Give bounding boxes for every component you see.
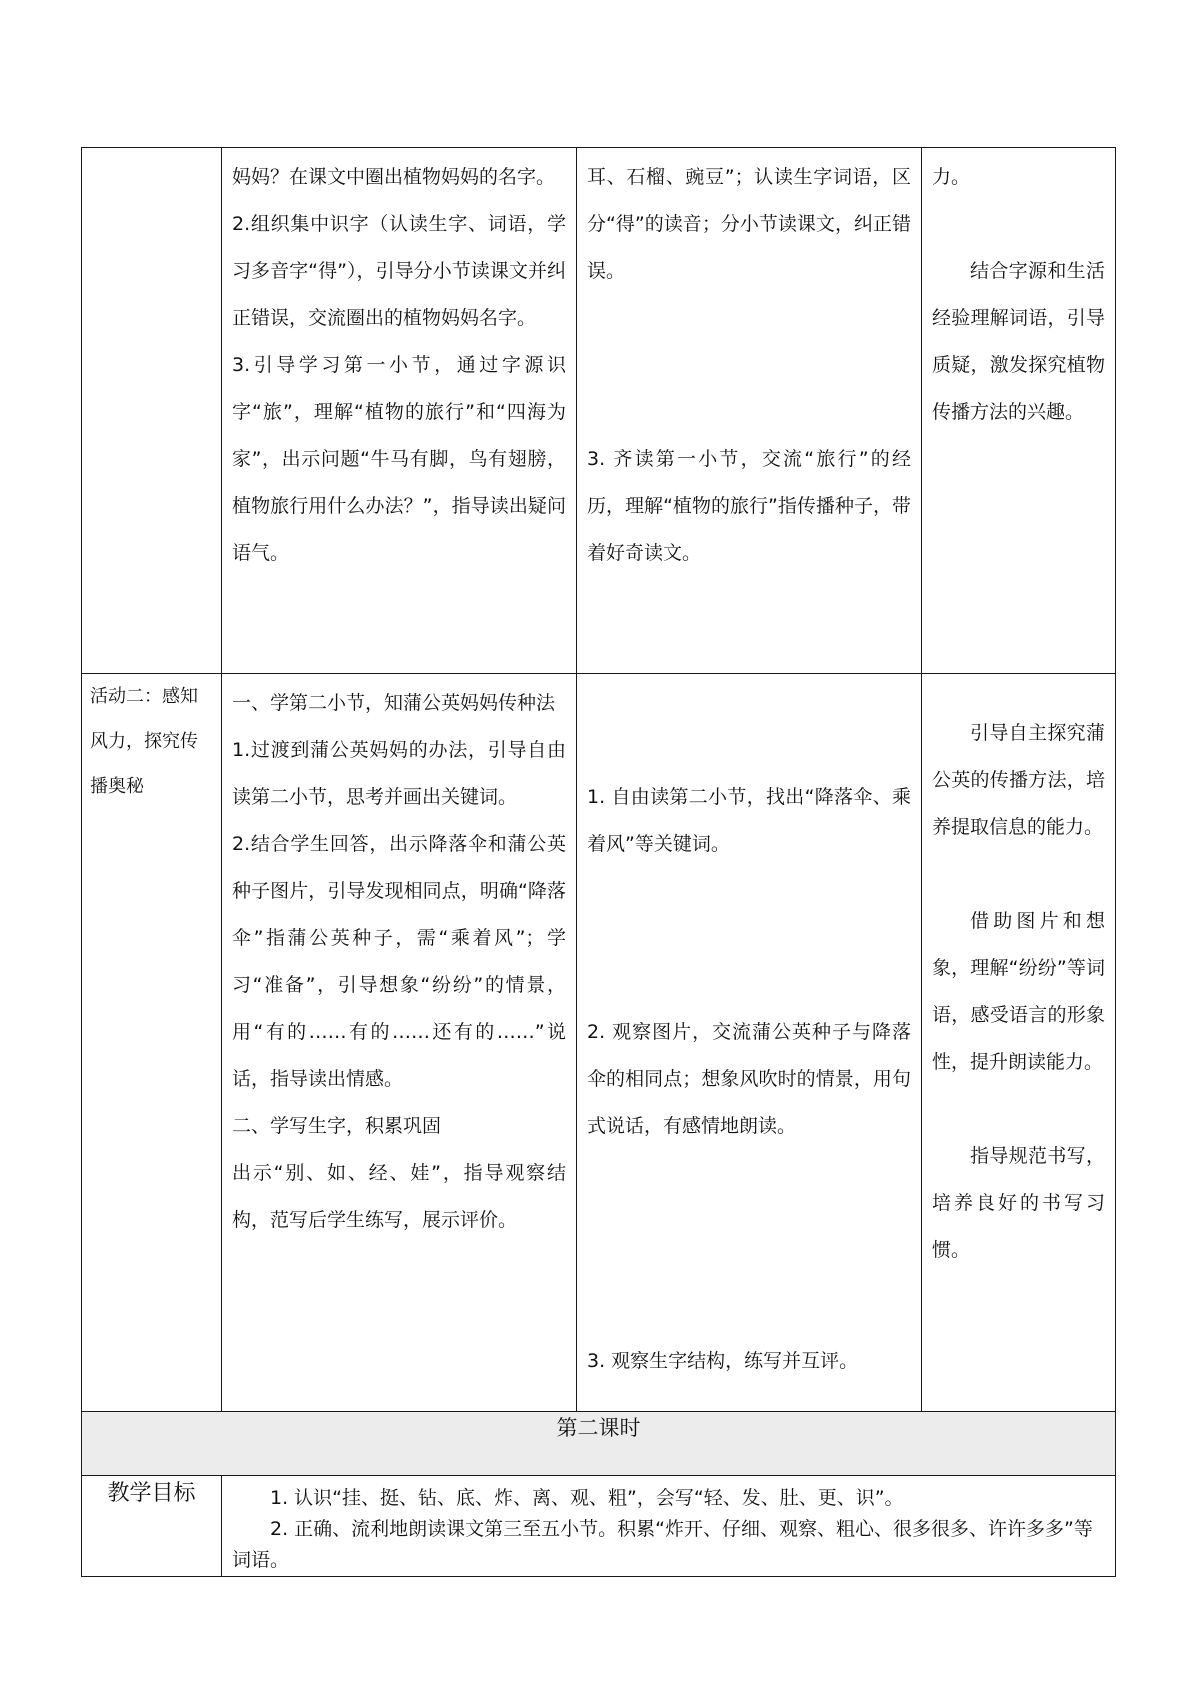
table-row (82, 1412, 1116, 1476)
teacher-step: 1.过渡到蒲公英妈妈的办法，引导自由读第二小节，思考并画出关键词。 (232, 739, 566, 808)
section-title: 第二课时 (556, 1416, 641, 1440)
design-intent: 引导自主探究蒲公英的传播方法，培养提取信息的能力。 (932, 722, 1105, 838)
design-intent: 力。 (932, 166, 971, 188)
design-intent: 借助图片和想象，理解“纷纷”等词语，感受语言的形象性，提升朗读能力。 (932, 910, 1105, 1073)
student-step: 耳、石榴、豌豆”；认读生字词语，区分“得”的读音；分小节读课文，纠正错误。 (587, 166, 911, 282)
lesson-plan-table (81, 147, 1116, 1577)
student-activity-cell (577, 148, 922, 674)
student-activity-cell (577, 674, 922, 1412)
design-intent: 结合字源和生活经验理解词语，引导质疑，激发探究植物传播方法的兴趣。 (932, 260, 1105, 423)
table-row (82, 674, 1116, 1412)
table-row (82, 148, 1116, 674)
student-step: 3. 观察生字结构，练写并互评。 (587, 1350, 859, 1372)
section-header-cell (82, 1412, 1116, 1476)
teacher-step: 2.结合学生回答，出示降落伞和蒲公英种子图片，引导发现相同点，明确“降落伞”指蒲公英种子，需“乘着风”；学习“准备”，引导想象“纷纷”的情景，用“有的……有的……还有的……”说话，指导读出情感。 (232, 833, 566, 1090)
objectives-content-cell (222, 1476, 1116, 1577)
design-intent-cell (922, 674, 1116, 1412)
objectives-label: 教学目标 (107, 1481, 196, 1506)
teacher-activity-cell (222, 148, 577, 674)
teacher-step: 妈妈？在课文中圈出植物妈妈的名字。 (232, 166, 556, 188)
student-step: 1. 自由读第二小节，找出“降落伞、乘着风”等关键词。 (587, 786, 911, 855)
teacher-activity-cell (222, 674, 577, 1412)
design-intent-cell (922, 148, 1116, 674)
teacher-step: 2.组织集中识字（认读生字、词语，学习多音字“得”），引导分小节读课文并纠正错误，交流圈出的植物妈妈名字。 (232, 213, 566, 329)
design-intent: 指导规范书写，培养良好的书写习惯。 (932, 1145, 1105, 1261)
teacher-step: 出示“别、如、经、娃”，指导观察结构，范写后学生练写，展示评价。 (232, 1162, 566, 1231)
objective-item: 2. 正确、流利地朗读课文第三至五小节。积累“炸开、仔细、观察、粗心、很多很多、许许多多”等词语。 (232, 1518, 1093, 1571)
teacher-step: 二、学写生字，积累巩固 (232, 1115, 442, 1137)
student-step: 3. 齐读第一小节，交流“旅行”的经历，理解“植物的旅行”指传播种子，带着好奇读文。 (587, 448, 911, 564)
activity-label-cell (82, 674, 222, 1412)
objective-item: 1. 认识“挂、挺、钻、底、炸、离、观、粗”，会写“轻、发、肚、更、识”。 (270, 1487, 904, 1509)
teacher-step: 3.引导学习第一小节，通过字源识字“旅”，理解“植物的旅行”和“四海为家”，出示问题“牛马有脚，鸟有翅膀，植物旅行用什么办法？”，指导读出疑问语气。 (232, 354, 566, 564)
table-row (82, 1476, 1116, 1577)
activity-label: 活动二：感知风力，探究传播奥秘 (90, 686, 198, 797)
objectives-label-cell (82, 1476, 222, 1577)
teacher-step: 一、学第二小节，知蒲公英妈妈传种法 (232, 692, 556, 714)
activity-cell-empty (82, 148, 222, 674)
student-step: 2. 观察图片，交流蒲公英种子与降落伞的相同点；想象风吹时的情景，用句式说话，有感情地朗读。 (587, 1021, 911, 1137)
